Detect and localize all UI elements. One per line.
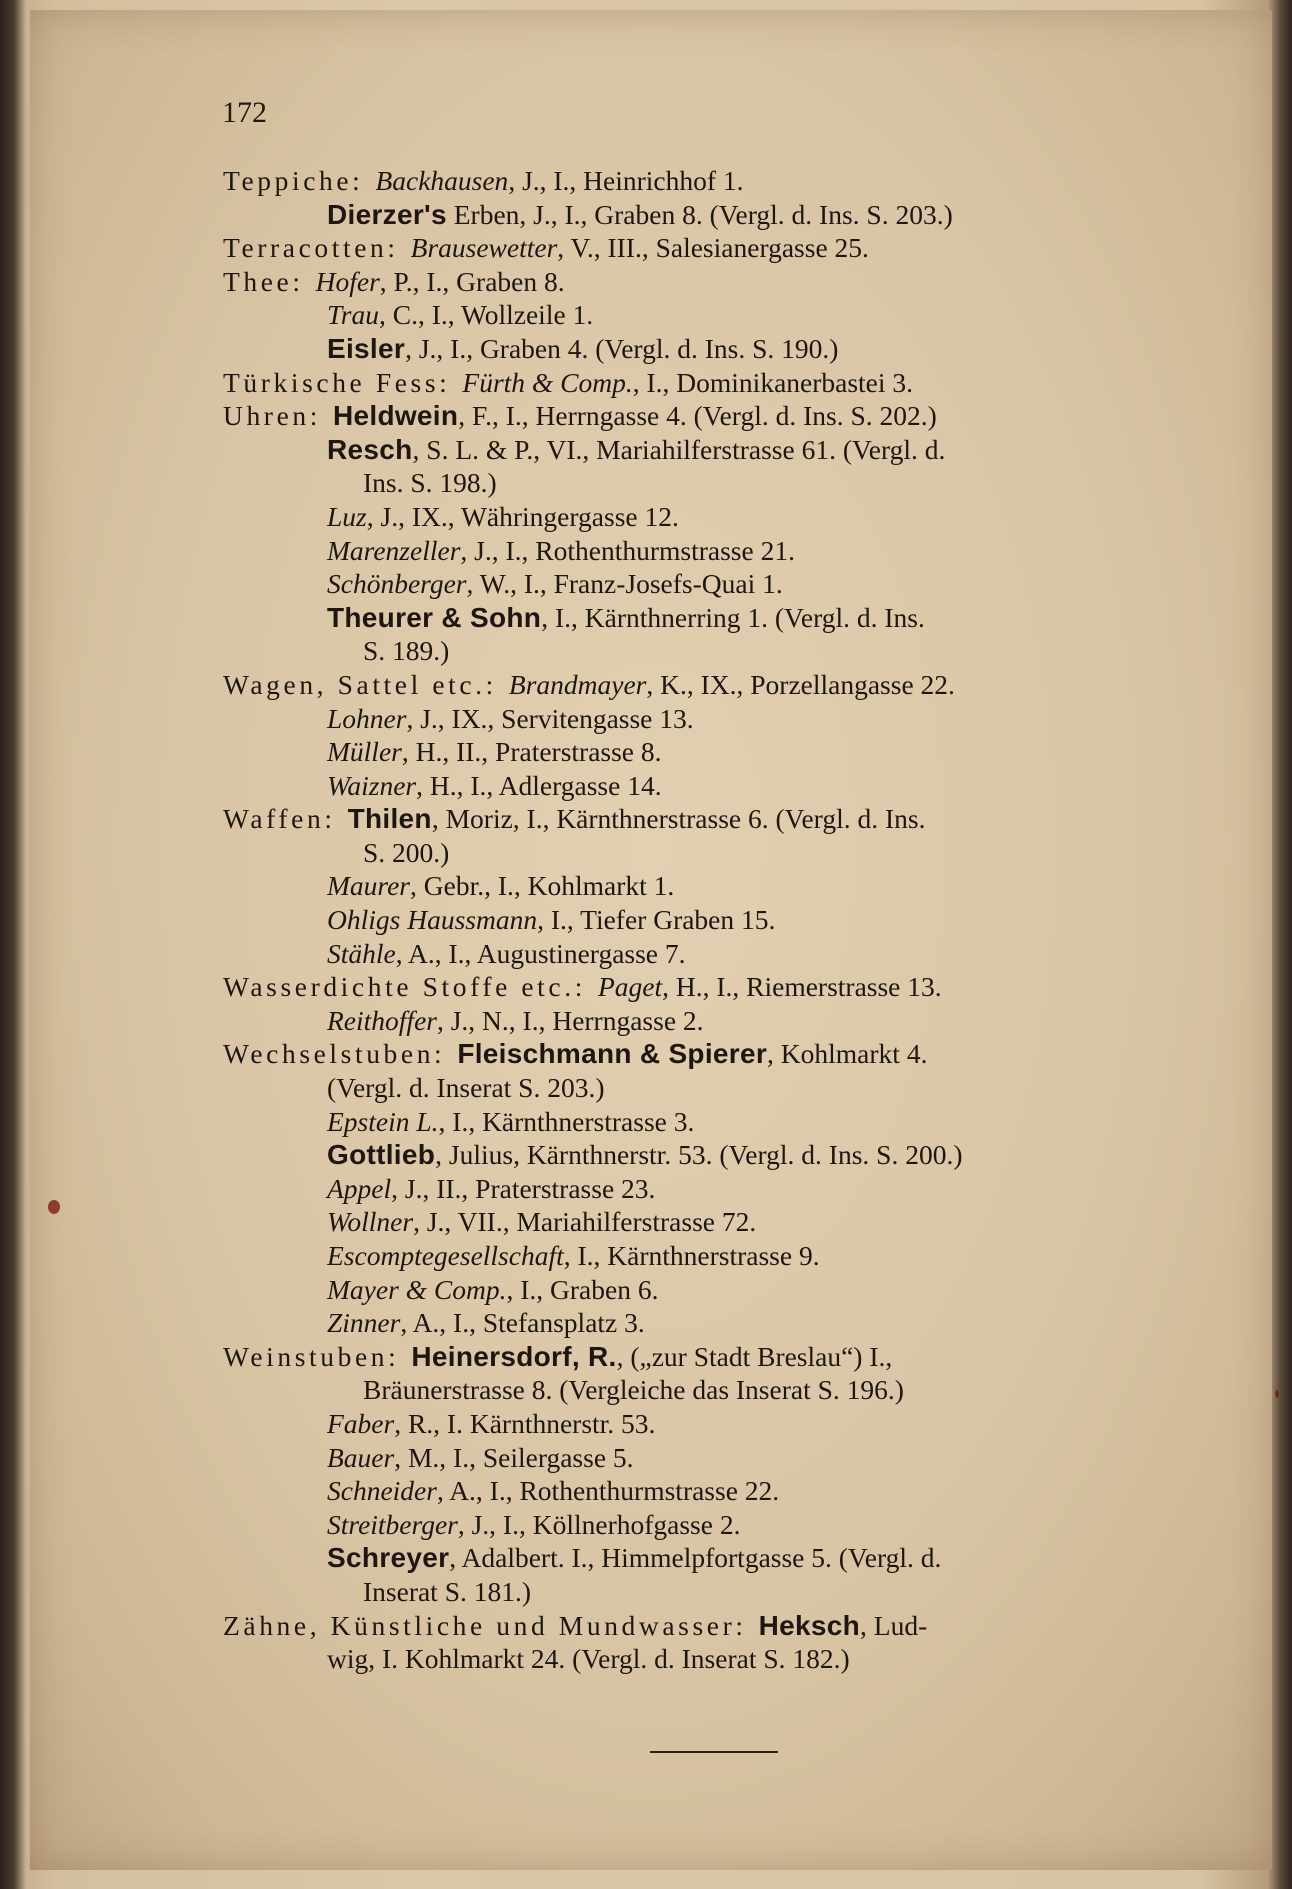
firm-name: Streitberger	[327, 1508, 458, 1540]
section-end-rule	[650, 1751, 778, 1753]
directory-entry	[223, 332, 1193, 366]
firm-name: Bauer	[327, 1441, 395, 1473]
entry-details: , R., I. Kärnthnerstr. 53.	[394, 1407, 656, 1439]
firm-name: Escomptegesellschaft	[327, 1240, 564, 1271]
firm-name: Reithoffer	[327, 1004, 437, 1036]
directory-entry	[223, 1071, 1193, 1105]
directory-entry	[223, 399, 1193, 433]
firm-name: Backhausen	[375, 165, 509, 196]
directory-entry	[223, 937, 1193, 971]
entry-details: wig, I. Kohlmarkt 24. (Vergl. d. Inserat S. 182.)	[327, 1643, 850, 1675]
firm-name: Paget	[597, 971, 663, 1003]
firm-name: Wollner	[327, 1206, 414, 1238]
directory-entry	[223, 601, 1193, 635]
firm-name: Appel	[327, 1172, 392, 1204]
entry-details: , H., II., Praterstrasse 8.	[401, 736, 662, 768]
directory-entry	[223, 1340, 1193, 1374]
directory-entry	[223, 433, 1193, 467]
directory-entry	[223, 1037, 1193, 1071]
entry-details: , Adalbert. I., Himmelpfortgasse 5. (Vergl. d.	[449, 1542, 942, 1574]
category-label: Wagen, Sattel etc.:	[223, 668, 497, 700]
entry-details: , A., I., Augustinergasse 7.	[395, 937, 686, 969]
directory-entry	[223, 265, 1193, 299]
entry-details: , Lud-	[860, 1609, 928, 1641]
directory-entry	[223, 802, 1193, 836]
directory-entry	[223, 1205, 1193, 1239]
ink-spot	[48, 1200, 60, 1214]
directory-entry	[223, 466, 1193, 500]
firm-name: Maurer	[327, 870, 410, 902]
directory-entry	[223, 1642, 1193, 1676]
entry-details: , I., Tiefer Graben 15.	[537, 904, 776, 936]
directory-entry	[223, 1105, 1193, 1139]
entry-details: , („zur Stadt Breslau“) I.,	[616, 1340, 893, 1372]
entry-details: , A., I., Stefansplatz 3.	[400, 1307, 645, 1339]
firm-name-highlight: Dierzer's	[327, 198, 447, 230]
firm-name-highlight: Thilen	[347, 803, 432, 835]
firm-name-highlight: Heksch	[758, 1609, 861, 1641]
firm-name-highlight: Heldwein	[332, 400, 459, 432]
firm-name-highlight: Theurer & Sohn	[327, 601, 542, 633]
entry-details: , W., I., Franz-Josefs-Quai 1.	[466, 568, 783, 600]
firm-name: Mayer & Comp.	[327, 1273, 507, 1305]
entry-details: , J., VII., Mariahilferstrasse 72.	[413, 1206, 757, 1238]
entry-details: , J., II., Praterstrasse 23.	[391, 1172, 656, 1204]
firm-name: Faber	[327, 1407, 395, 1439]
directory-entry	[223, 668, 1193, 702]
firm-name: Trau	[327, 299, 379, 331]
entry-details: , Moriz, I., Kärnthnerstrasse 6. (Vergl. d. Ins.	[431, 803, 926, 835]
firm-name: Stähle	[327, 937, 396, 969]
directory-list	[223, 164, 1193, 1676]
firm-name-highlight: Heinersdorf, R.	[411, 1340, 617, 1372]
category-label: Wechselstuben:	[223, 1038, 446, 1070]
entry-details: , H., I., Riemerstrasse 13.	[662, 971, 942, 1003]
directory-entry	[223, 298, 1193, 332]
entry-details: , I., Dominikanerbastei 3.	[632, 366, 914, 398]
entry-details: , F., I., Herrngasse 4. (Vergl. d. Ins. S. 202.)	[458, 400, 937, 432]
entry-details: S. 189.)	[363, 635, 450, 667]
entry-details: , Julius, Kärnthnerstr. 53. (Vergl. d. Ins. S. 200.)	[435, 1139, 963, 1171]
entry-details: , H., I., Adlergasse 14.	[416, 769, 662, 801]
entry-details: , J., I., Köllnerhofgasse 2.	[457, 1508, 741, 1540]
firm-name: Müller	[327, 736, 402, 768]
entry-details: , J., I., Heinrichhof 1.	[508, 165, 744, 196]
entry-details: , J., N., I., Herrngasse 2.	[436, 1004, 704, 1036]
directory-entry	[223, 903, 1193, 937]
directory-entry	[223, 164, 1193, 198]
entry-details: (Vergl. d. Inserat S. 203.)	[327, 1072, 605, 1104]
firm-name-highlight: Fleischmann & Spierer	[457, 1038, 768, 1070]
directory-entry	[223, 1004, 1193, 1038]
firm-name-highlight: Resch	[327, 433, 413, 465]
entry-details: Inserat S. 181.)	[363, 1575, 532, 1607]
directory-entry	[223, 1441, 1193, 1475]
directory-entry	[223, 1373, 1193, 1407]
firm-name-highlight: Schreyer	[327, 1542, 450, 1574]
firm-name-highlight: Eisler	[327, 332, 406, 364]
entry-details: , I., Kärnthnerstrasse 3.	[438, 1105, 695, 1137]
entry-details: Ins. S. 198.)	[363, 467, 497, 499]
directory-entry	[223, 231, 1193, 265]
entry-details: , I., Graben 6.	[506, 1273, 659, 1305]
directory-entry	[223, 366, 1193, 400]
firm-name: Schönberger	[327, 568, 467, 600]
entry-details: , V., III., Salesianergasse 25.	[557, 232, 869, 264]
entry-details: Erben, J., I., Graben 8. (Vergl. d. Ins. S. 203.)	[446, 198, 953, 230]
entry-details: S. 200.)	[363, 836, 450, 868]
directory-entry	[223, 1508, 1193, 1542]
firm-name: Schneider	[327, 1475, 437, 1507]
firm-name: Brandmayer	[508, 668, 647, 700]
directory-entry	[223, 702, 1193, 736]
entry-details: , J., IX., Servitengasse 13.	[406, 702, 694, 734]
entry-details: Bräunerstrasse 8. (Vergleiche das Inserat S. 196.)	[363, 1374, 904, 1406]
firm-name: Brausewetter	[410, 232, 558, 264]
firm-name-highlight: Gottlieb	[327, 1139, 436, 1171]
ink-spot	[1275, 1390, 1279, 1398]
category-label: Uhren:	[223, 400, 321, 432]
directory-entry	[223, 500, 1193, 534]
firm-name: Waizner	[327, 769, 417, 801]
category-label: Weinstuben:	[223, 1340, 400, 1372]
category-label: Teppiche:	[223, 165, 364, 196]
directory-entry	[223, 1239, 1193, 1273]
directory-entry	[223, 1575, 1193, 1609]
entry-details: , J., IX., Währingergasse 12.	[366, 500, 679, 532]
directory-entry	[223, 1306, 1193, 1340]
directory-entry	[223, 567, 1193, 601]
directory-entry	[223, 769, 1193, 803]
entry-details: , Gebr., I., Kohlmarkt 1.	[410, 870, 675, 902]
category-label: Thee:	[223, 265, 304, 297]
directory-entry	[223, 1172, 1193, 1206]
firm-name: Lohner	[327, 702, 407, 734]
firm-name: Luz	[327, 500, 367, 532]
entry-details: , J., I., Rothenthurmstrasse 21.	[460, 534, 795, 566]
firm-name: Fürth & Comp.	[462, 366, 633, 398]
firm-name: Epstein L.	[327, 1105, 439, 1137]
page-number: 172	[222, 96, 267, 129]
entry-details: , Kohlmarkt 4.	[767, 1038, 928, 1070]
entry-details: , C., I., Wollzeile 1.	[378, 299, 594, 331]
directory-entry	[223, 1273, 1193, 1307]
entry-details: , J., I., Graben 4. (Vergl. d. Ins. S. 190.)	[405, 332, 839, 364]
entry-details: , I., Kärnthnerstrasse 9.	[563, 1240, 820, 1271]
directory-entry	[223, 1407, 1193, 1441]
entry-details: , M., I., Seilergasse 5.	[394, 1441, 634, 1473]
directory-entry	[223, 634, 1193, 668]
firm-name: Zinner	[327, 1307, 401, 1339]
entry-details: , I., Kärnthnerring 1. (Vergl. d. Ins.	[541, 601, 925, 633]
directory-entry	[223, 1541, 1193, 1575]
firm-name: Marenzeller	[327, 534, 461, 566]
directory-entry	[223, 869, 1193, 903]
directory-entry	[223, 534, 1193, 568]
category-label: Waffen:	[223, 803, 336, 835]
directory-entry	[223, 970, 1193, 1004]
entry-details: , S. L. & P., VI., Mariahilferstrasse 61. (Vergl. d.	[412, 433, 946, 465]
directory-entry	[223, 1474, 1193, 1508]
entry-details: , P., I., Graben 8.	[379, 265, 565, 297]
category-label: Terracotten:	[223, 232, 399, 264]
directory-entry	[223, 836, 1193, 870]
category-label: Wasserdichte Stoffe etc.:	[223, 971, 586, 1003]
category-label: Türkische Fess:	[223, 366, 451, 398]
entry-details: , K., IX., Porzellangasse 22.	[646, 668, 955, 700]
entry-details: , A., I., Rothenthurmstrasse 22.	[436, 1475, 780, 1507]
directory-entry	[223, 1138, 1193, 1172]
directory-entry	[223, 198, 1193, 232]
directory-entry	[223, 1609, 1193, 1643]
firm-name: Hofer	[315, 265, 380, 297]
directory-entry	[223, 735, 1193, 769]
firm-name: Ohligs Haussmann	[327, 904, 538, 936]
category-label: Zähne, Künstliche und Mundwasser:	[223, 1609, 747, 1641]
